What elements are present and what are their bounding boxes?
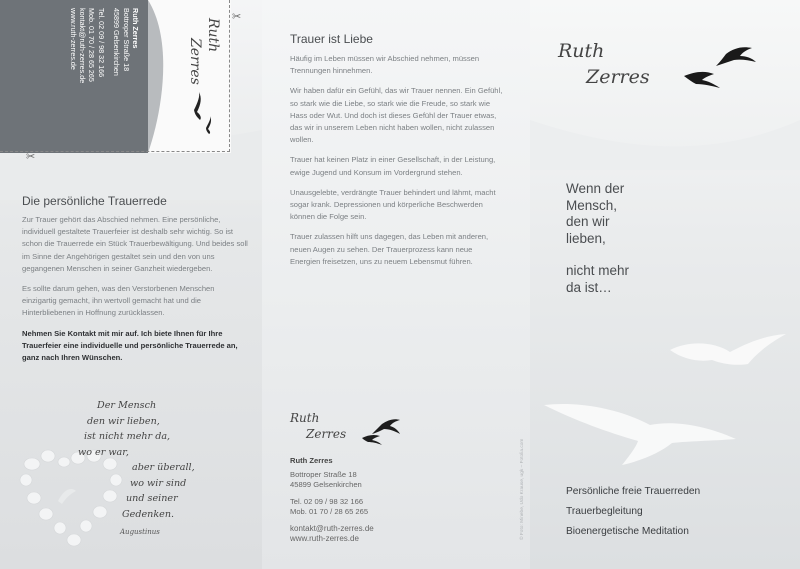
card-logo-ruth: Ruth (205, 18, 221, 53)
card-mob: Mob. 01 70 / 28 65 265 (87, 8, 97, 82)
poem-line: wo er war, (78, 446, 129, 458)
poem-line: ist nicht mehr da, (84, 431, 171, 442)
card-contact-rotated (68, 8, 140, 140)
left-panel (0, 0, 262, 569)
poem-line: wo wir sind (130, 477, 187, 489)
white-bird-icon (660, 330, 790, 380)
left-para-3: Nehmen Sie Kontakt mit mir auf. Ich biete Ihnen für Ihre Trauerfeier eine individuelle und persönliche Trauerrede an, ganz nach Ihren Wünschen. (22, 328, 238, 363)
birds-icon (680, 44, 770, 92)
right-panel (530, 0, 800, 569)
contact-mob: Mob. 01 70 / 28 65 265 (290, 507, 369, 516)
contact-street: Bottroper Straße 18 (290, 469, 357, 479)
card-logo-zerres: Zerres (187, 38, 203, 85)
services-list (566, 482, 700, 542)
contact-city: 45899 Gelsenkirchen (290, 480, 362, 489)
middle-contact (290, 456, 374, 545)
scissors-icon: ✂ (232, 11, 242, 23)
quote-line: lieben, (566, 230, 606, 246)
quote-line: Mensch, (566, 197, 618, 213)
white-bird-icon (540, 395, 740, 470)
logo-zerres: Zerres (586, 66, 650, 88)
left-text (22, 214, 248, 372)
middle-heading: Trauer ist Liebe (290, 32, 373, 46)
middle-para: Häufig im Leben müssen wir Abschied nehmen, müssen Trennungen hinnehmen. (290, 54, 480, 76)
poem-line: aber überall, (132, 462, 195, 473)
birds-icon (360, 418, 410, 446)
poem-author: Augustinus (120, 528, 160, 536)
middle-para: Trauer hat keinen Platz in einer Gesellschaft, in der Leistung, ewige Jugend und Konsum im Vordergrund stehen. (290, 155, 496, 177)
service-item: Persönliche freie Trauerreden (566, 486, 701, 497)
quote-line: da ist… (566, 279, 612, 295)
middle-text (290, 53, 504, 276)
poem-line: den wir lieben, (87, 415, 160, 427)
logo-ruth: Ruth (558, 40, 605, 62)
photo-credit: © Foto: Minebe, Udo Krause, ugk – Fotolia.com (520, 438, 525, 540)
card-tel: Tel. 02 09 / 98 32 166 (96, 8, 106, 78)
business-card (0, 0, 231, 153)
card-web: www.ruth-zerres.de (68, 8, 78, 70)
card-name: Ruth Zerres (131, 8, 140, 49)
middle-panel (262, 0, 530, 569)
poem-line: Gedenken. (122, 508, 175, 520)
poem-line: Der Mensch (97, 400, 157, 411)
middle-para: Trauer zulassen hilft uns dagegen, das Leben mit anderen, neuen Augen zu sehen. Der Trauerprozess kann neue Energien freisetzen, uns zu neuem Lebensmut führen. (290, 232, 489, 266)
quote (566, 181, 629, 296)
scissors-icon: ✂ (26, 151, 36, 163)
logo-ruth: Ruth (290, 411, 320, 425)
card-birds-icon (186, 92, 216, 137)
card-email: kontakt@ruth-zerres.de (77, 8, 87, 84)
contact-web[interactable]: www.ruth-zerres.de (290, 534, 359, 543)
left-para-1: Zur Trauer gehört das Abschied nehmen. Eine persönliche, individuell gestaltete Trauerfeier ist deshalb sehr wichtig. So ist schon die Trauerrede ein Stück Trauerbewältigung. Und beides soll im Sinne der Angehörigen gestaltet sein und den von uns gegangenen Menschen in seiner Ganzheit wiedergeben. (22, 215, 248, 273)
left-heading: Die persönliche Trauerrede (22, 194, 167, 208)
right-logo (558, 38, 650, 90)
service-item: Bioenergetische Meditation (566, 526, 689, 537)
contact-name: Ruth Zerres (290, 456, 333, 465)
left-para-2: Es sollte darum gehen, was den Verstorbenen Menschen einzigartig gemacht, ihn wertvoll gemacht hat und die Hinterbliebenen in Hoffnung zurücklassen. (22, 284, 215, 318)
contact-email[interactable]: kontakt@ruth-zerres.de (290, 523, 374, 533)
middle-logo (290, 410, 346, 442)
poem-line: und seiner (126, 493, 178, 504)
quote-line: nicht mehr (566, 263, 630, 278)
logo-zerres: Zerres (306, 427, 347, 441)
quote-line: den wir (566, 214, 610, 229)
card-city: 45899 Gelsenkirchen (112, 8, 122, 76)
middle-para: Unausgelebte, verdrängte Trauer behindert und lähmt, macht sogar krank. Depressionen und körperliche Beschwerden können die Folge sein. (290, 187, 496, 222)
card-street: Bottroper Straße 18 (121, 8, 131, 72)
middle-para: Wir haben dafür ein Gefühl, das wir Trauer nennen. Ein Gefühl, so stark wie die Liebe, so stark wie die Freude, so stark wie Hass oder Wut. Und doch ist dieses Gefühl der Trauer etwas, das wir in unserem Leben nicht haben wollen, nicht zulassen wollen. (290, 86, 503, 145)
poem (40, 398, 240, 522)
service-item: Trauerbegleitung (566, 506, 643, 517)
quote-line: Wenn der (566, 181, 625, 196)
quote-line (566, 247, 629, 263)
contact-tel: Tel. 02 09 / 98 32 166 (290, 496, 364, 506)
